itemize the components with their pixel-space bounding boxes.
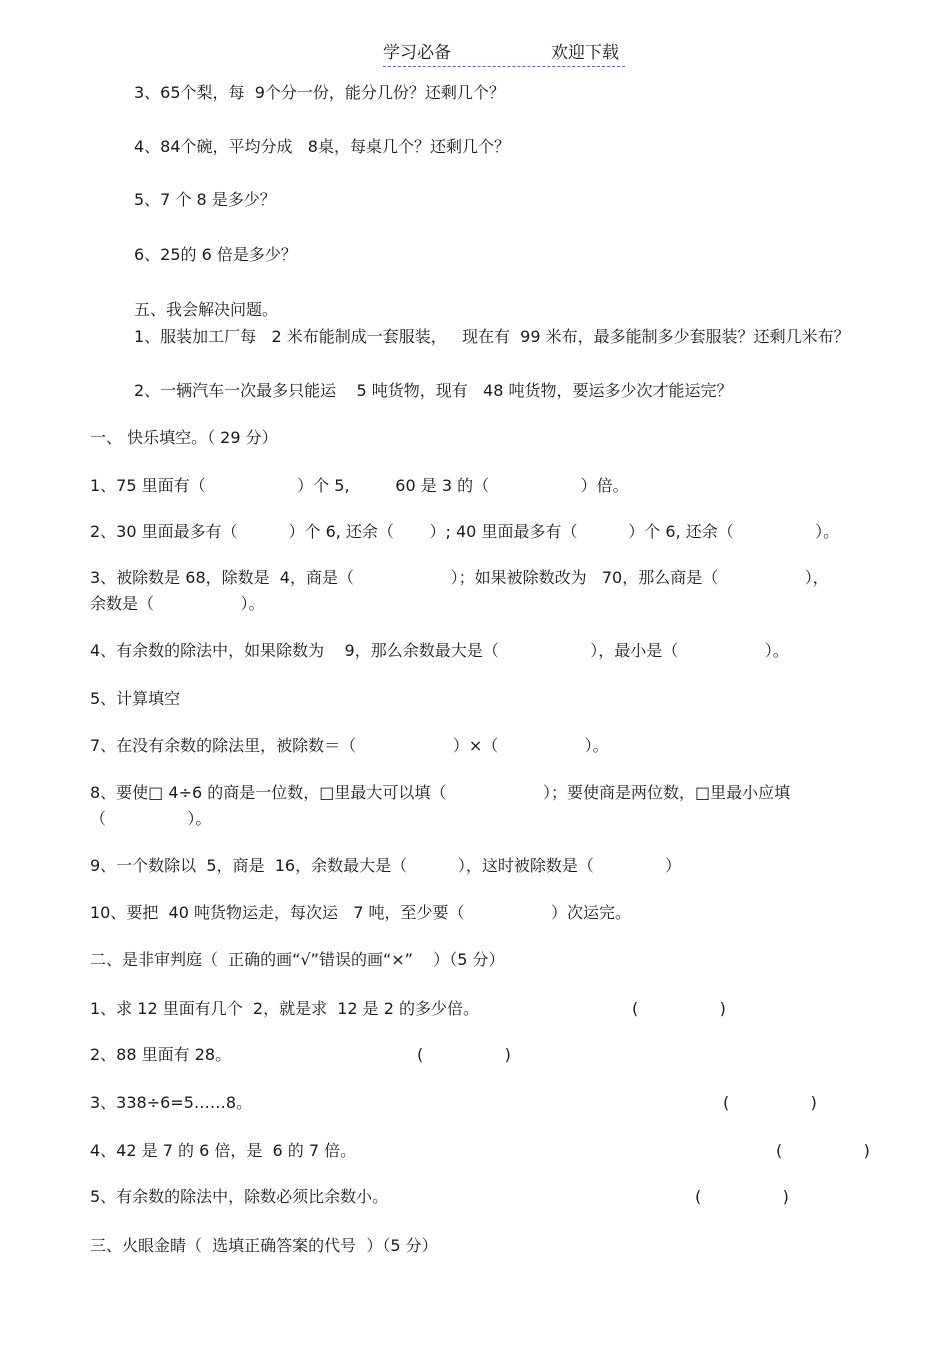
worksheet-line: 一、 快乐填空。（ 29 分） [90, 428, 278, 447]
worksheet-line: 4、42 是 7 的 6 倍，是 6 的 7 倍。 [90, 1141, 357, 1160]
worksheet-line: 3、被除数是 68，除数是 4，商是（ ）；如果被除数改为 70，那么商是（ ）， [90, 568, 829, 587]
worksheet-line: 2、30 里面最多有（ ）个 6, 还余（ ）; 40 里面最多有（ ）个 6, 还余（ ）。 [90, 522, 840, 541]
worksheet-line: ( ) [417, 1045, 511, 1064]
worksheet-line: 1、求 12 里面有几个 2，就是求 12 是 2 的多少倍。 [90, 999, 480, 1018]
worksheet-line: （ ）。 [90, 809, 212, 828]
worksheet-line: 5、计算填空 [90, 689, 181, 708]
page-header [383, 42, 625, 67]
worksheet-line: ( ) [695, 1187, 789, 1206]
header-left-text: 学习必备 [383, 43, 451, 63]
worksheet-line: 5、7 个 8 是多少？ [134, 190, 276, 209]
worksheet-line: 2、88 里面有 28。 [90, 1045, 232, 1064]
worksheet-line: 7、在没有余数的除法里，被除数＝（ ）×（ ）。 [90, 736, 609, 755]
worksheet-line: 三、火眼金睛（ 选填正确答案的代号 ）（5 分） [90, 1236, 438, 1255]
worksheet-line: 10、要把 40 吨货物运走，每次运 7 吨，至少要（ ）次运完。 [90, 903, 631, 922]
worksheet-line: 9、一个数除以 5，商是 16，余数最大是（ ），这时被除数是（ ） [90, 856, 682, 875]
worksheet-line: 余数是（ ）。 [90, 594, 265, 613]
worksheet-line: 6、25的 6 倍是多少？ [134, 245, 297, 264]
worksheet-line: 3、338÷6=5……8。 [90, 1093, 253, 1112]
worksheet-line: 二、是非审判庭（ 正确的画“√”错误的画“×” ）（5 分） [90, 950, 505, 969]
worksheet-line: 4、84个碗，平均分成 8桌，每桌几个？还剩几个？ [134, 137, 510, 156]
worksheet-line: 1、75 里面有（ ）个 5, 60 是 3 的（ ）倍。 [90, 476, 629, 495]
worksheet-line: 1、服装加工厂每 2 米布能制成一套服装， 现在有 99 米布，最多能制多少套服装？还剩几米布？ [134, 327, 850, 346]
worksheet-line: 3、65个梨，每 9个分一份，能分几份？还剩几个？ [134, 83, 505, 102]
worksheet-line: 8、要使□ 4÷6 的商是一位数，□里最大可以填（ ）；要使商是两位数，□里最小应填 [90, 783, 791, 802]
worksheet-line: ( ) [723, 1093, 817, 1112]
worksheet-line: 五、我会解决问题。 [134, 300, 279, 319]
worksheet-line: 4、有余数的除法中，如果除数为 9，那么余数最大是（ ），最小是（ ）。 [90, 641, 789, 660]
header-right-text: 欢迎下载 [551, 43, 619, 63]
worksheet-line: ( ) [776, 1141, 870, 1160]
worksheet-line: 5、有余数的除法中，除数必须比余数小。 [90, 1187, 389, 1206]
worksheet-line: ( ) [632, 999, 726, 1018]
worksheet-line: 2、一辆汽车一次最多只能运 5 吨货物，现有 48 吨货物，要运多少次才能运完？ [134, 381, 733, 400]
